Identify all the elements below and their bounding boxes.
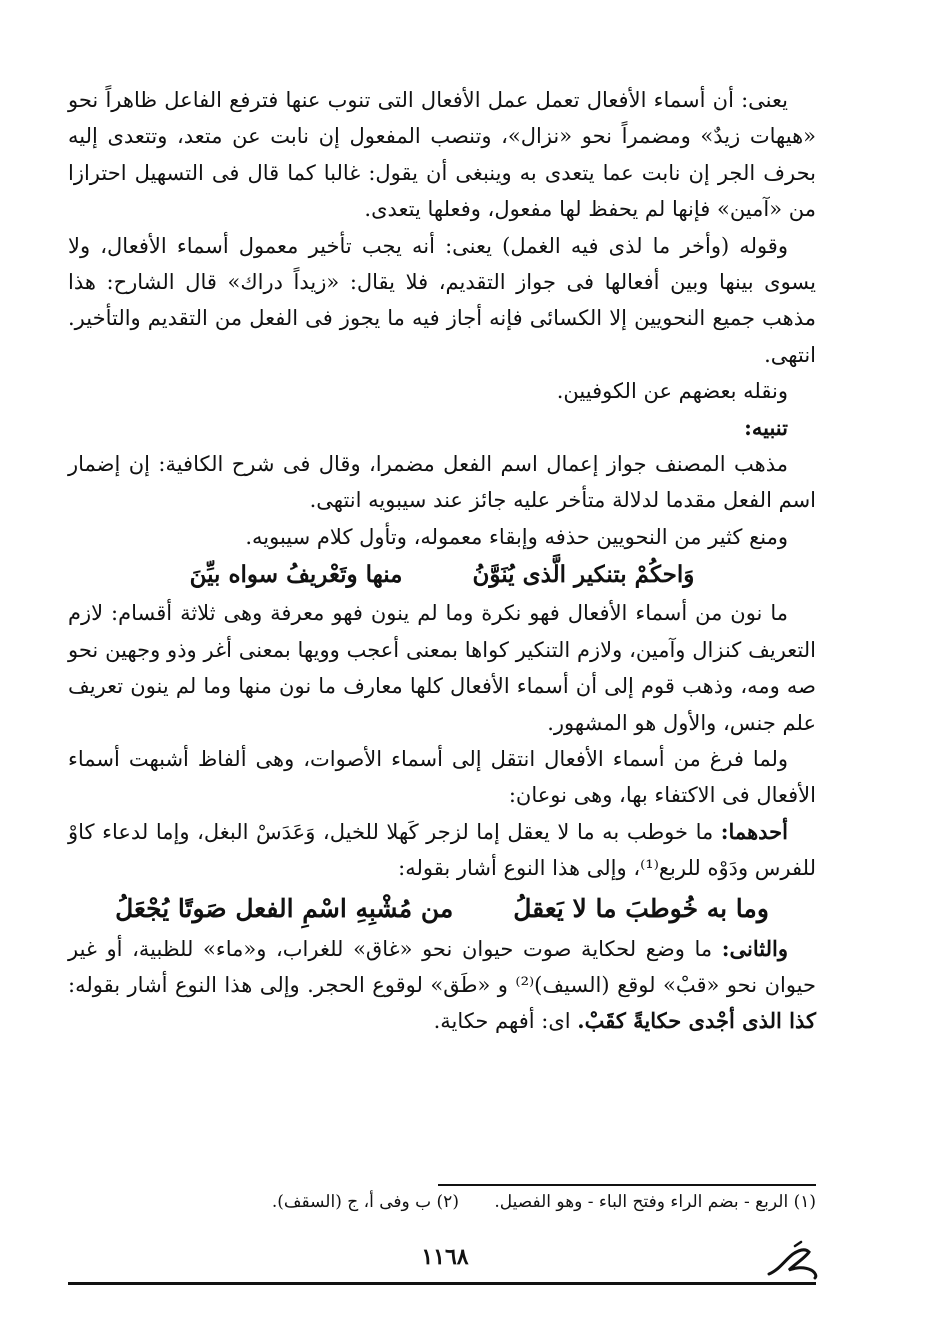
verse-1-second-hemistich: منها وتَعْريفُ سواه بيِّنَ <box>189 561 403 589</box>
paragraph-3: ونقله بعضهم عن الكوفيين. <box>556 379 788 404</box>
verse-2-first-hemistich: وما به خُوطبَ ما لا يَعقلُ <box>513 893 769 923</box>
paragraph-8 <box>68 814 816 887</box>
footnote-2: (٢) ب وفى أ، ج (السقف). <box>271 1192 459 1212</box>
paragraph-9-end: اى: أفهم حكاية. <box>433 1009 578 1034</box>
paragraph-9 <box>68 931 816 1040</box>
verse-1-first-hemistich: وَاحكُمْ بتنكير الَّذى يُنَوَّنُ <box>472 561 695 589</box>
footnote-1: (١) الربع - بضم الراء وفتح الباء - وهو الفصيل. <box>494 1192 816 1212</box>
paragraph-9-text: ما وضع لحكاية صوت حيوان نحو «غاق» للغراب، و«ماء» للظبية، أو غير حيوان نحو «قبْ» لوقع (السيف)⁽²⁾ و «طَق» لوقوع الحجر. وإلى هذا النوع أشار بقوله: <box>68 936 816 997</box>
paragraph-6: ما نون من أسماء الأفعال فهو نكرة وما لم ينون فهو معرفة وهى ثلاثة أقسام: لازم التعريف كنزال وآمين، ولازم التنكير كواها بمعنى أعجب وويها بمعنى أغر وذو وجهين نحو صه ومه، وذهب قوم إلى أن أسماء الأفعال كلها معارف ما نون منها وما لم ينون تعريف علم جنس، والأول هو المشهور. <box>68 601 816 735</box>
verse-2-second-hemistich: من مُشْبِهِ اسْمِ الفعل صَوتًا يُجْعَلُ <box>115 893 454 923</box>
bottom-rule <box>68 1282 816 1285</box>
signature-mark-icon <box>765 1240 821 1282</box>
page-number: ١١٦٨ <box>421 1244 469 1270</box>
paragraph-4: مذهب المصنف جواز إعمال اسم الفعل مضمرا، وقال فى شرح الكافية: إن إضمار اسم الفعل مقدما لدلالة متأخر عليه جائز عند سيبويه انتهى. <box>68 452 816 513</box>
paragraph-8-lead: أحدهما: <box>720 818 788 844</box>
tanbih-heading: تنبيه: <box>744 414 788 440</box>
verse-2 <box>68 887 816 931</box>
verse-1 <box>68 555 816 595</box>
paragraph-1: يعنى: أن أسماء الأفعال تعمل عمل الأفعال التى تنوب عنها فترفع الفاعل ظاهراً نحو «هيهات زيدٌ» ومضمراً نحو «نزال»، وتنصب المفعول إن نابت عن متعد، وتتعدى إليه بحرف الجر إن نابت عما يتعدى به وينبغى أن يقول: غالبا كما قال فى التسهيل احترازا من «آمين» فإنها لم يحفظ لها مفعول، وفعلها يتعدى. <box>68 88 816 222</box>
footnotes <box>150 1188 816 1216</box>
paragraph-9-bold: كذا الذى أجْدى حكايةً كقَبْ. <box>577 1008 816 1034</box>
paragraph-2: وقوله (وأخر ما لذى فيه الغمل) يعنى: أنه يجب تأخير معمول أسماء الأفعال، ولا يسوى بينها وبين أفعالها فى جواز التقديم، فلا يقال: «زيداً دراك» قال الشارح: هذا مذهب جميع النحويين إلا الكسائى فإنه أجاز فيه ما يجوز فى الفعل من التقديم والتأخير. انتهى. <box>68 233 816 367</box>
paragraph-8-text: ما خوطب به ما لا يعقل إما لزجر كَهلا للخيل، وَعَدَسْ البغل، وإما لدعاء كاوْ للفرس ودَوْه للربع⁽¹⁾، وإلى هذا النوع أشار بقوله: <box>68 819 816 881</box>
footnote-separator <box>438 1184 816 1186</box>
paragraph-7: ولما فرغ من أسماء الأفعال انتقل إلى أسماء الأصوات، وهى ألفاظ أشبهت أسماء الأفعال فى الاكتفاء بها، وهى نوعان: <box>68 746 816 808</box>
main-text <box>68 82 816 1040</box>
paragraph-9-lead: والثانى: <box>721 935 788 961</box>
paragraph-5: ومنع كثير من النحويين حذفه وإبقاء معموله، وتأول كلام سيبويه. <box>245 524 788 549</box>
